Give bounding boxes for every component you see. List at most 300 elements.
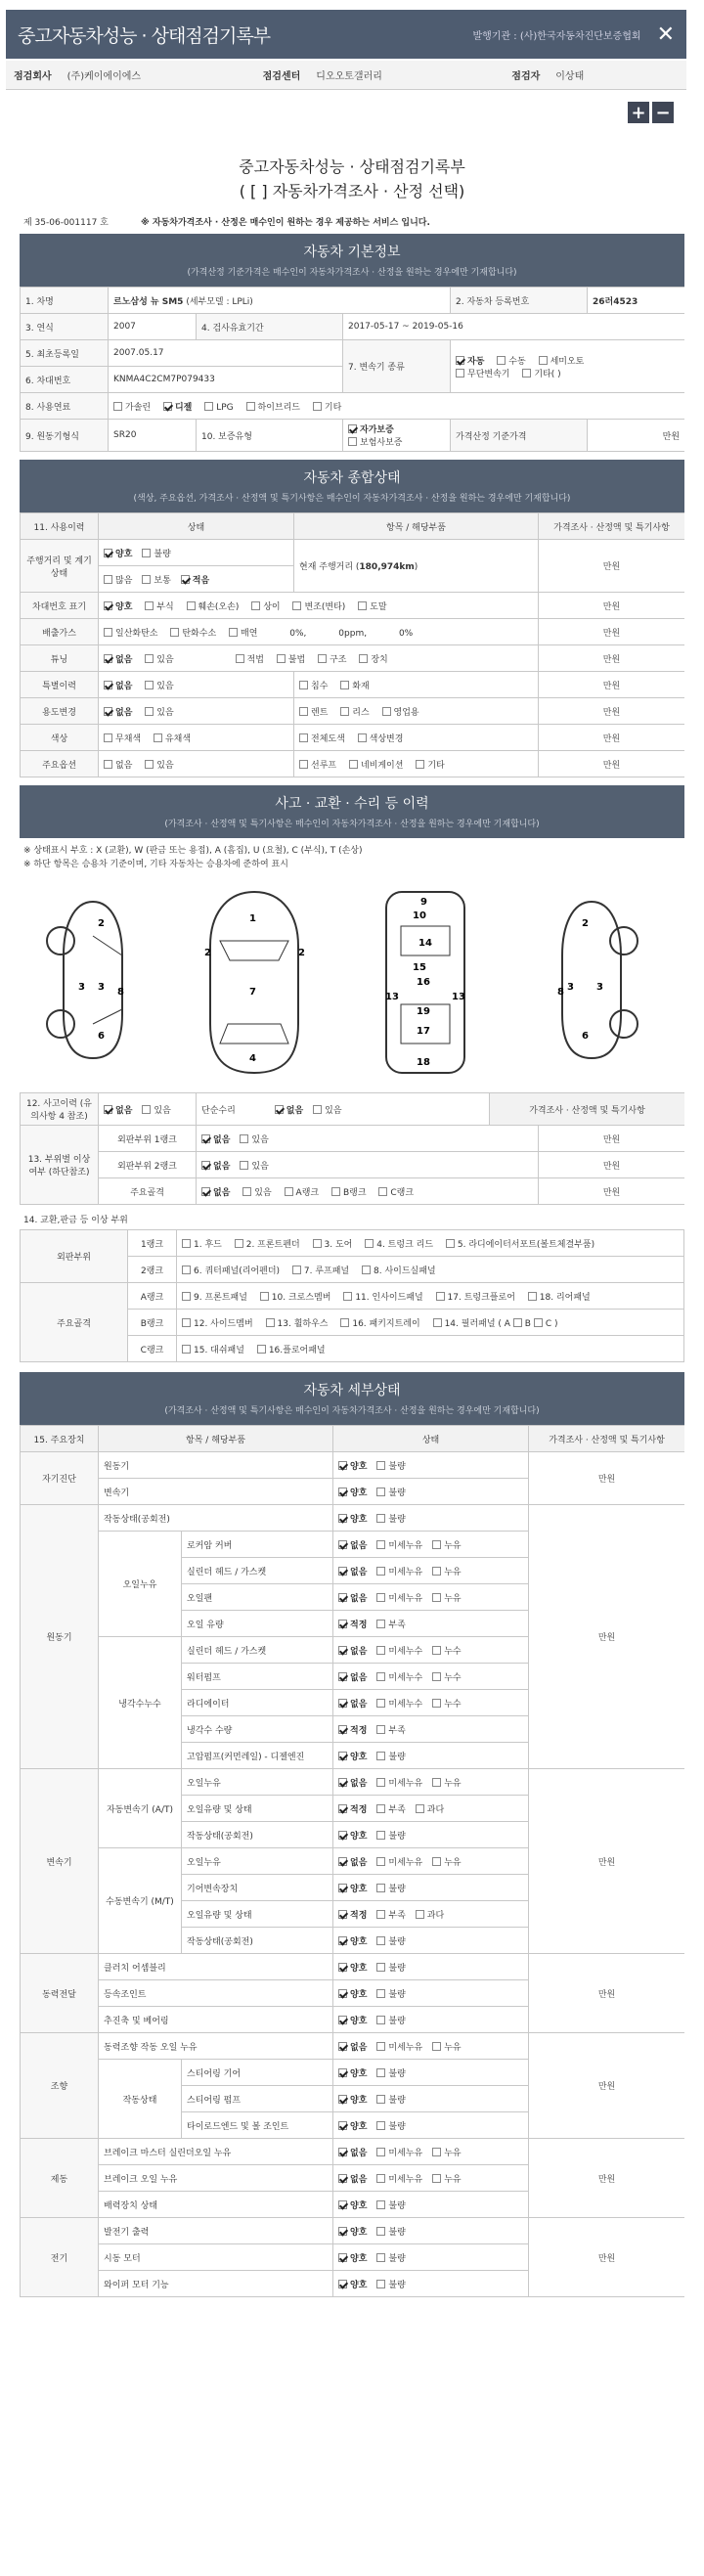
checkbox[interactable] [104, 549, 112, 557]
checkbox[interactable] [257, 1345, 266, 1354]
status-options [333, 1769, 529, 1796]
checkbox[interactable] [376, 1831, 385, 1840]
checkbox[interactable] [376, 1778, 385, 1787]
checkbox[interactable] [376, 2095, 385, 2104]
checkbox[interactable] [104, 601, 112, 610]
checkbox[interactable] [338, 1699, 347, 1708]
status-option [338, 2228, 367, 2238]
checkbox[interactable] [376, 1593, 385, 1602]
checkbox[interactable] [229, 628, 238, 637]
status-option [376, 2175, 422, 2185]
parts-title: 14. 교환,판금 등 이상 부위 [23, 1216, 128, 1225]
checkbox[interactable] [299, 681, 308, 689]
status-options [333, 1743, 529, 1769]
checkbox[interactable] [349, 760, 358, 769]
expand-button[interactable]: + [628, 102, 649, 123]
accident-label: 12. 사고이력 (유의사항 4 참조) [21, 1093, 99, 1126]
option: B랭크 [342, 1187, 367, 1198]
price-cell: 만원 [539, 672, 685, 698]
checkbox[interactable] [376, 1488, 385, 1496]
checkbox[interactable] [348, 437, 357, 446]
option: 16. 패키지트레이 [352, 1318, 420, 1329]
checkbox[interactable] [181, 575, 190, 584]
checkbox[interactable] [497, 356, 506, 365]
model-detail: (세부모델 : LPLi) [186, 296, 253, 307]
status-option [376, 1488, 405, 1498]
checkbox[interactable] [376, 1884, 385, 1892]
checkbox[interactable] [338, 2042, 347, 2051]
checkbox[interactable] [338, 1936, 347, 1945]
option: 양호 [350, 2227, 368, 2238]
option: 없음 [350, 1540, 368, 1551]
checkbox[interactable] [182, 1239, 191, 1248]
checkbox[interactable] [432, 1699, 441, 1708]
checkbox[interactable] [365, 1239, 374, 1248]
group-label: 자기진단 [21, 1452, 99, 1505]
option: 있음 [325, 1105, 342, 1116]
option: 있음 [251, 1134, 269, 1145]
checkbox[interactable] [142, 575, 151, 584]
option: 양호 [350, 1936, 368, 1947]
option: 자동 [467, 356, 485, 367]
checkbox[interactable] [376, 2227, 385, 2236]
checkbox[interactable] [376, 1989, 385, 1998]
checkbox[interactable] [376, 1752, 385, 1760]
option: 기타 [427, 760, 445, 771]
checkbox[interactable] [242, 1187, 251, 1196]
option: 미세누유 [388, 2174, 423, 2185]
checkbox[interactable] [358, 733, 367, 742]
item-label: 스티어링 기어 [182, 2060, 333, 2086]
checkbox[interactable] [376, 1540, 385, 1549]
status-option [376, 1568, 422, 1577]
checkbox[interactable] [201, 1161, 210, 1170]
option: 없음 [350, 1699, 368, 1710]
checkbox[interactable] [376, 1620, 385, 1628]
checkbox[interactable] [292, 1266, 301, 1274]
option: 없음 [350, 1672, 368, 1683]
checkbox[interactable] [260, 1292, 269, 1301]
option: A랭크 [295, 1187, 320, 1198]
checkbox[interactable] [187, 601, 196, 610]
close-icon[interactable]: ✕ [656, 22, 675, 47]
status-options [333, 1532, 529, 1558]
checkbox[interactable] [338, 1963, 347, 1972]
option: 양호 [350, 1488, 368, 1498]
checkbox[interactable] [432, 2174, 441, 2183]
option: 매연 [241, 628, 258, 639]
status-option [376, 2122, 405, 2132]
option: 17. 트렁크플로어 [447, 1292, 515, 1303]
checkbox[interactable] [340, 681, 349, 689]
option: 불량 [388, 1989, 406, 2000]
checkbox[interactable] [201, 1134, 210, 1143]
checkbox[interactable] [182, 1345, 191, 1354]
checkbox[interactable] [432, 1540, 441, 1549]
checkbox[interactable] [338, 2016, 347, 2024]
checkbox[interactable] [376, 2042, 385, 2051]
section-title: 자동차 기본정보 [303, 244, 401, 260]
status-option [432, 1594, 461, 1604]
checkbox[interactable] [513, 1318, 522, 1327]
checkbox[interactable] [331, 1187, 340, 1196]
status-option [338, 1726, 367, 1736]
checkbox[interactable] [539, 356, 548, 365]
checkbox[interactable] [376, 1804, 385, 1813]
option: 무단변속기 [467, 369, 510, 379]
status-option [416, 1911, 444, 1921]
checkbox[interactable] [432, 1672, 441, 1681]
gauge-options [99, 540, 294, 566]
svg-text:7: 7 [249, 987, 256, 998]
checkbox[interactable] [285, 1187, 293, 1196]
checkbox[interactable] [376, 1672, 385, 1681]
checkbox[interactable] [201, 1187, 210, 1196]
detail-body [21, 1426, 685, 2297]
svg-text:6: 6 [582, 1031, 589, 1042]
option: 없음 [115, 760, 133, 771]
rank-label: 2랭크 [128, 1257, 177, 1283]
checkbox[interactable] [343, 1292, 352, 1301]
checkbox[interactable] [182, 1318, 191, 1327]
checkbox[interactable] [313, 1105, 322, 1114]
status-option [376, 1673, 422, 1683]
option: 양호 [350, 1831, 368, 1842]
subgroup-label: 오일누유 [99, 1532, 182, 1637]
option: 없음 [350, 2042, 368, 2053]
checkbox[interactable] [299, 760, 308, 769]
checkbox[interactable] [456, 356, 464, 365]
checkbox[interactable] [382, 707, 391, 716]
status-option [338, 2043, 367, 2053]
price-cell: 만원 [539, 751, 685, 777]
price-cell: 만원 [539, 1126, 685, 1152]
checkbox[interactable] [292, 601, 301, 610]
status-options [333, 2112, 529, 2139]
status-option [376, 1541, 422, 1551]
checkbox[interactable] [456, 369, 464, 378]
checkbox[interactable] [204, 402, 213, 411]
first-reg-value: 2007.05.17 [109, 340, 343, 367]
item-label: 오일팬 [182, 1584, 333, 1611]
title-bar [6, 10, 686, 59]
checkbox[interactable] [376, 1646, 385, 1655]
checkbox[interactable] [104, 575, 112, 584]
checkbox[interactable] [240, 1161, 248, 1170]
col-header: 11. 사용이력 [21, 513, 99, 540]
option: 수동 [508, 356, 526, 367]
col-header: 항목 / 해당부품 [294, 513, 539, 540]
checkbox[interactable] [104, 654, 112, 663]
checkbox[interactable] [376, 1857, 385, 1866]
checkbox[interactable] [145, 601, 154, 610]
checkbox[interactable] [266, 1318, 275, 1327]
checkbox[interactable] [145, 654, 154, 663]
checkbox[interactable] [376, 1963, 385, 1972]
item-label: 작동상태(공회전) [99, 1505, 333, 1532]
subgroup-label: 작동상태 [99, 2060, 182, 2139]
checkbox[interactable] [104, 707, 112, 716]
checkbox[interactable] [182, 1266, 191, 1274]
checkbox[interactable] [432, 1857, 441, 1866]
checkbox[interactable] [340, 1318, 349, 1327]
option: 불량 [388, 1752, 406, 1762]
checkbox[interactable] [154, 733, 162, 742]
checkbox[interactable] [376, 1725, 385, 1734]
option: 네비게이션 [360, 760, 404, 771]
checkbox[interactable] [338, 1884, 347, 1892]
checkbox[interactable] [338, 2200, 347, 2209]
status-options [333, 1479, 529, 1505]
option: 양호 [350, 2016, 368, 2026]
checkbox[interactable] [338, 1646, 347, 1655]
checkbox[interactable] [376, 2200, 385, 2209]
trans-label: 7. 변속기 종류 [343, 340, 451, 393]
row-options [99, 619, 539, 645]
option: 양호 [350, 1884, 368, 1894]
checkbox[interactable] [338, 2174, 347, 2183]
checkbox[interactable] [338, 2095, 347, 2104]
checkbox[interactable] [313, 402, 322, 411]
checkbox[interactable] [145, 760, 154, 769]
option: 10. 크로스멤버 [271, 1292, 331, 1303]
fuel-label: 8. 사용연료 [21, 393, 109, 420]
checkbox[interactable] [432, 1593, 441, 1602]
checkbox[interactable] [338, 1514, 347, 1523]
row-options [99, 645, 539, 672]
checkbox[interactable] [359, 654, 368, 663]
option: 전체도색 [311, 733, 345, 744]
document-number: 제 35-06-001117 호 [23, 218, 109, 228]
checkbox[interactable] [277, 654, 286, 663]
status-option [338, 1647, 367, 1657]
checkbox[interactable] [338, 1752, 347, 1760]
item-label: 변속기 [99, 1479, 333, 1505]
checkbox[interactable] [528, 1292, 537, 1301]
checkbox[interactable] [338, 1857, 347, 1866]
option: 16.플로어패널 [268, 1345, 326, 1355]
checkbox[interactable] [416, 1804, 424, 1813]
checkbox[interactable] [338, 1725, 347, 1734]
checkbox[interactable] [299, 733, 308, 742]
status-options [333, 1716, 529, 1743]
status-option [376, 1621, 405, 1630]
checkbox[interactable] [338, 1567, 347, 1576]
regno-label: 2. 자동차 등록번호 [451, 288, 588, 314]
option: 없음 [286, 1105, 304, 1116]
checkbox[interactable] [313, 1239, 322, 1248]
checkbox[interactable] [338, 1488, 347, 1496]
option: 불량 [388, 2280, 406, 2290]
checkbox[interactable] [376, 1567, 385, 1576]
checkbox[interactable] [376, 2280, 385, 2288]
checkbox[interactable] [376, 2148, 385, 2156]
item-label: 오일유량 및 상태 [182, 1796, 333, 1822]
checkbox[interactable] [275, 1105, 284, 1114]
mileage-options [99, 566, 294, 593]
checkbox[interactable] [142, 1105, 151, 1114]
checkbox[interactable] [338, 1540, 347, 1549]
option: 불법 [287, 654, 306, 665]
detail-header [20, 1372, 684, 1425]
checkbox[interactable] [113, 402, 122, 411]
status-option [376, 1937, 405, 1947]
checkbox[interactable] [236, 654, 244, 663]
document-note: ※ 자동차가격조사 · 산정은 매수인이 원하는 경우 제공하는 서비스 입니다. [141, 218, 430, 228]
status-option [338, 2069, 367, 2079]
option: 부족 [388, 1725, 406, 1736]
option: 누유 [444, 1857, 462, 1868]
checkbox[interactable] [376, 2174, 385, 2183]
option: 적법 [246, 654, 264, 665]
option: 불량 [388, 1963, 406, 1974]
price-cell: 만원 [539, 725, 685, 751]
option: 적정 [350, 1620, 368, 1630]
checkbox[interactable] [338, 1831, 347, 1840]
checkbox[interactable] [338, 2227, 347, 2236]
checkbox[interactable] [104, 733, 112, 742]
group-label: 원동기 [21, 1505, 99, 1769]
checkbox[interactable] [348, 424, 357, 433]
collapse-button[interactable]: − [652, 102, 674, 123]
checkbox[interactable] [104, 681, 112, 689]
checkbox[interactable] [338, 1593, 347, 1602]
checkbox[interactable] [376, 1514, 385, 1523]
option: 있음 [156, 654, 174, 665]
checkbox[interactable] [104, 1105, 112, 1114]
status-option [338, 2175, 367, 2185]
rank-label: B랭크 [128, 1310, 177, 1336]
checkbox[interactable] [142, 549, 151, 557]
info-label: 점검자 [511, 71, 541, 82]
checkbox[interactable] [338, 1989, 347, 1998]
checkbox[interactable] [416, 760, 424, 769]
option: 화재 [352, 681, 370, 691]
checkbox[interactable] [376, 2121, 385, 2130]
option: 미세누유 [388, 1778, 423, 1789]
checkbox[interactable] [436, 1292, 445, 1301]
checkbox[interactable] [446, 1239, 455, 1248]
svg-text:4: 4 [249, 1053, 256, 1064]
subgroup-label: 냉각수누수 [99, 1637, 182, 1769]
checkbox[interactable] [338, 2068, 347, 2077]
checkbox[interactable] [338, 2253, 347, 2262]
option: 불량 [388, 2068, 406, 2079]
option: 세미오토 [550, 356, 585, 367]
checkbox[interactable] [251, 601, 260, 610]
checkbox[interactable] [145, 681, 154, 689]
checkbox[interactable] [432, 2042, 441, 2051]
col-header: 가격조사 · 산정액 및 특기사항 [539, 513, 685, 540]
svg-text:13: 13 [385, 992, 399, 1002]
price-cell: 만원 [539, 698, 685, 725]
checkbox[interactable] [522, 369, 531, 378]
status-option [376, 1779, 422, 1789]
svg-text:15: 15 [413, 962, 426, 973]
option: 7. 루프패널 [303, 1266, 350, 1276]
checkbox[interactable] [182, 1292, 191, 1301]
status-option [338, 1911, 367, 1921]
rank-label: 주요골격 [99, 1178, 197, 1205]
checkbox[interactable] [338, 1910, 347, 1919]
status-option [338, 1515, 367, 1525]
checkbox[interactable] [376, 1461, 385, 1470]
option: 2. 프론트펜더 [245, 1239, 300, 1250]
rank-label: A랭크 [128, 1283, 177, 1310]
checkbox[interactable] [376, 2016, 385, 2024]
option: 양호 [350, 1514, 368, 1525]
checkbox[interactable] [235, 1239, 243, 1248]
status-option [338, 2201, 367, 2211]
status-option [376, 1805, 405, 1815]
checkbox[interactable] [338, 1804, 347, 1813]
checkbox[interactable] [433, 1318, 442, 1327]
checkbox[interactable] [338, 2121, 347, 2130]
option: 과다 [426, 1804, 445, 1815]
checkbox[interactable] [534, 1318, 543, 1327]
checkbox[interactable] [338, 2148, 347, 2156]
checkbox[interactable] [376, 1699, 385, 1708]
checkbox[interactable] [163, 402, 172, 411]
checkbox[interactable] [340, 707, 349, 716]
checkbox[interactable] [376, 2253, 385, 2262]
warranty-label: 10. 보증유형 [201, 431, 252, 442]
option: 색상변경 [369, 733, 404, 744]
checkbox[interactable] [338, 1461, 347, 1470]
status-options [333, 1954, 529, 1980]
option: 없음 [350, 2148, 368, 2158]
checkbox[interactable] [104, 760, 112, 769]
option: 불량 [388, 2227, 406, 2238]
checkbox[interactable] [416, 1910, 424, 1919]
checkbox[interactable] [432, 1646, 441, 1655]
checkbox[interactable] [432, 1778, 441, 1787]
checkbox[interactable] [338, 1620, 347, 1628]
checkbox[interactable] [240, 1134, 248, 1143]
checkbox[interactable] [104, 628, 112, 637]
option: 9. 프론트패널 [194, 1292, 247, 1303]
checkbox[interactable] [376, 2068, 385, 2077]
checkbox[interactable] [432, 2148, 441, 2156]
status-option [376, 1594, 422, 1604]
checkbox[interactable] [170, 628, 179, 637]
engine-value: SR20 [109, 420, 197, 452]
checkbox[interactable] [338, 1672, 347, 1681]
checkbox[interactable] [432, 1567, 441, 1576]
option: 불량 [388, 1461, 406, 1472]
price-cell: 만원 [529, 2218, 684, 2297]
price-unit: 만원 [588, 420, 684, 452]
option: 많음 [115, 575, 133, 586]
checkbox[interactable] [338, 1778, 347, 1787]
checkbox[interactable] [358, 601, 367, 610]
period-value: 2017-05-17 ~ 2019-05-16 [343, 314, 685, 340]
checkbox[interactable] [338, 2280, 347, 2288]
checkbox[interactable] [376, 1936, 385, 1945]
checkbox[interactable] [362, 1266, 371, 1274]
status-option [338, 1594, 367, 1604]
option: 기타( ) [534, 369, 561, 379]
checkbox[interactable] [318, 654, 327, 663]
status-option [338, 1568, 367, 1577]
checkbox[interactable] [378, 1187, 387, 1196]
checkbox[interactable] [145, 707, 154, 716]
checkbox[interactable] [246, 402, 255, 411]
checkbox[interactable] [376, 1910, 385, 1919]
option: 양호 [115, 549, 133, 559]
checkbox[interactable] [299, 707, 308, 716]
option: 미세누수 [388, 1699, 423, 1710]
